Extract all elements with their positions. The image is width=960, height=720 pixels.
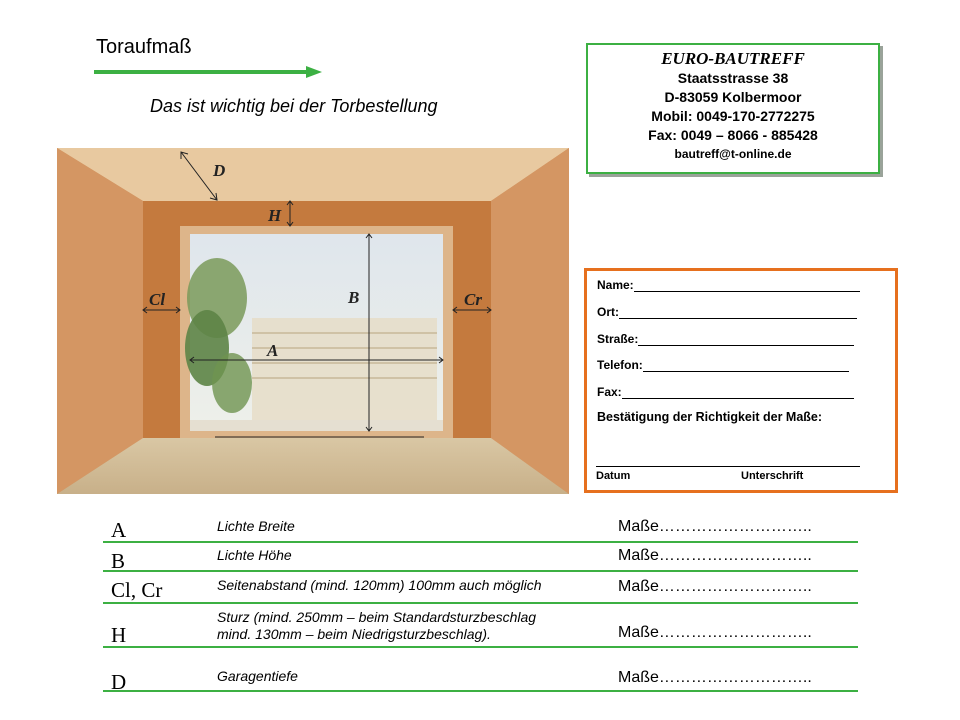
subtitle: Das ist wichtig bei der Torbestellung bbox=[150, 96, 438, 116]
measurement-field[interactable]: Maße……………………….. bbox=[618, 624, 812, 641]
datum-label: Datum bbox=[596, 470, 631, 482]
ceiling bbox=[57, 148, 569, 201]
telefon-line bbox=[643, 359, 849, 372]
ort-line bbox=[619, 306, 857, 319]
background-building bbox=[252, 318, 437, 428]
page-title: Toraufmaß bbox=[96, 36, 192, 58]
table-row bbox=[103, 512, 858, 543]
measurement-field[interactable]: Maße……………………….. bbox=[618, 669, 812, 686]
floor bbox=[57, 438, 569, 494]
row-letter: A bbox=[111, 518, 127, 542]
ort-field[interactable] bbox=[597, 305, 857, 319]
row-letter: Cl, Cr bbox=[111, 578, 163, 602]
fax-label: Fax: bbox=[597, 385, 622, 399]
signature-line[interactable] bbox=[596, 466, 860, 467]
row-letter: B bbox=[111, 549, 126, 573]
row-description: Seitenabstand (mind. 120mm) 100mm auch möglich bbox=[217, 577, 542, 593]
label-a: A bbox=[267, 341, 279, 360]
table-row bbox=[103, 543, 858, 572]
row-letter: D bbox=[111, 670, 127, 694]
driveway bbox=[190, 420, 443, 431]
row-description: Sturz (mind. 250mm – beim Standardsturzbeschlag bbox=[217, 609, 537, 625]
company-city: D-83059 Kolbermoor bbox=[664, 89, 802, 105]
garage-diagram bbox=[57, 148, 569, 494]
right-side-wall bbox=[491, 148, 569, 494]
telefon-label: Telefon: bbox=[597, 358, 643, 372]
label-b: B bbox=[348, 288, 360, 307]
measurement-field[interactable]: Maße……………………….. bbox=[618, 518, 812, 535]
measurement-field[interactable]: Maße……………………….. bbox=[618, 547, 812, 564]
name-line bbox=[634, 279, 860, 292]
row-description: Lichte Höhe bbox=[217, 547, 292, 563]
label-h: H bbox=[268, 206, 282, 225]
label-d: D bbox=[213, 161, 226, 180]
company-mobile: Mobil: 0049-170-2772275 bbox=[651, 108, 815, 124]
fax-field[interactable] bbox=[597, 385, 854, 399]
telefon-field[interactable] bbox=[597, 358, 849, 372]
measurement-field[interactable]: Maße……………………….. bbox=[618, 578, 812, 595]
row-description: Lichte Breite bbox=[217, 518, 295, 534]
company-fax: Fax: 0049 – 8066 - 885428 bbox=[648, 127, 818, 143]
table-row bbox=[103, 604, 858, 648]
name-label: Name: bbox=[597, 278, 634, 292]
row-description: Garagentiefe bbox=[217, 668, 298, 684]
strasse-field[interactable] bbox=[597, 332, 854, 346]
label-cr: Cr bbox=[464, 290, 482, 309]
table-row bbox=[103, 572, 858, 604]
label-cl: Cl bbox=[149, 290, 166, 309]
company-name: EURO-BAUTREFF bbox=[661, 49, 805, 68]
row-letter: H bbox=[111, 623, 127, 647]
strasse-label: Straße: bbox=[597, 332, 639, 346]
company-street: Staatsstrasse 38 bbox=[677, 70, 789, 86]
green-arrow-icon bbox=[94, 64, 326, 80]
unterschrift-label: Unterschrift bbox=[741, 470, 804, 482]
confirm-label: Bestätigung der Richtigkeit der Maße: bbox=[597, 410, 823, 424]
ort-label: Ort: bbox=[597, 305, 619, 319]
contact-box bbox=[586, 43, 880, 174]
name-field[interactable] bbox=[597, 278, 860, 292]
table-row bbox=[103, 648, 858, 692]
order-form bbox=[584, 268, 898, 493]
left-side-wall bbox=[57, 148, 143, 494]
strasse-line bbox=[638, 333, 854, 346]
row-description-line2: mind. 130mm – beim Niedrigsturzbeschlag). bbox=[217, 626, 491, 642]
fax-line bbox=[622, 386, 854, 399]
company-email: bautreff@t-online.de bbox=[674, 147, 792, 161]
